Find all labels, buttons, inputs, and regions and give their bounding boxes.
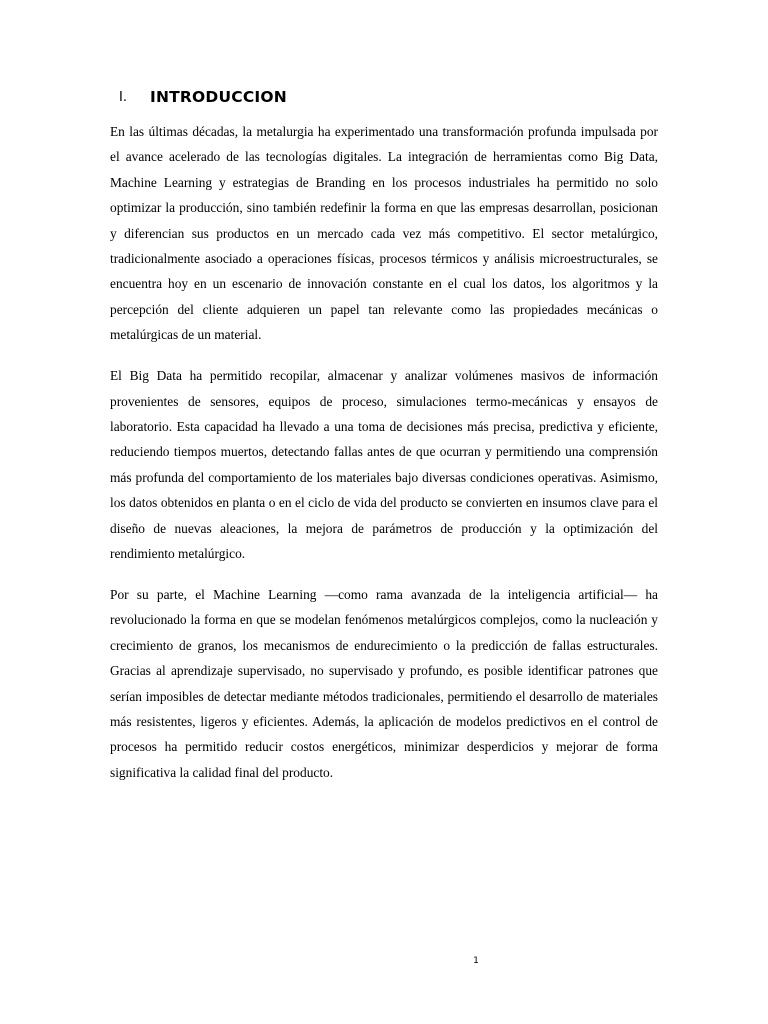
section-title: INTRODUCCION [150, 88, 287, 106]
paragraph-2: El Big Data ha permitido recopilar, almacenar y analizar volúmenes masivos de información provenientes de sensores, equipos de proceso, simulaciones termo-mecánicas y ensayos de laboratorio. Esta capacidad ha llevado a una toma de decisiones más precisa, predictiva y eficiente, reduciendo tiempos muertos, detectando fallas antes de que ocurran y permitiendo una comprensión más profunda del comportamiento de los materiales bajo diversas condiciones operativas. Asimismo, los datos obtenidos en planta o en el ciclo de vida del producto se convierten en insumos clave para el diseño de nuevas aleaciones, la mejora de parámetros de producción y la optimización del rendimiento metalúrgico. [110, 368, 658, 561]
paragraph-3: Por su parte, el Machine Learning —como rama avanzada de la inteligencia artificial— ha revolucionado la forma en que se modelan fenómenos metalúrgicos complejos, como la nucleación y crecimiento de granos, los mecanismos de endurecimiento o la predicción de fallas estructurales. Gracias al aprendizaje supervisado, no supervisado y profundo, es posible identificar patrones que serían imposibles de detectar mediante métodos tradicionales, permitiendo el desarrollo de materiales más resistentes, ligeros y eficientes. Además, la aplicación de modelos predictivos en el control de procesos ha permitido reducir costos energéticos, minimizar desperdicios y mejorar de forma significativa la calidad final del producto. [110, 586, 658, 780]
section-heading [119, 86, 287, 108]
section-number: I. [119, 89, 127, 105]
body-text [110, 119, 658, 785]
paragraph-1: En las últimas décadas, la metalurgia ha experimentado una transformación profunda impulsada por el avance acelerado de las tecnologías digitales. La integración de herramientas como Big Data, Machine Learning y estrategias de Branding en los procesos industriales ha permitido no solo optimizar la producción, sino también redefinir la forma en que las empresas desarrollan, posicionan y diferencian sus productos en un mercado cada vez más competitivo. El sector metalúrgico, tradicionalmente asociado a operaciones físicas, procesos térmicos y análisis microestructurales, se encuentra hoy en un escenario de innovación constante en el cual los datos, los algoritmos y la percepción del cliente adquieren un papel tan relevante como las propiedades mecánicas o metalúrgicas de un material. [110, 124, 658, 343]
page-number: 1 [473, 956, 479, 966]
